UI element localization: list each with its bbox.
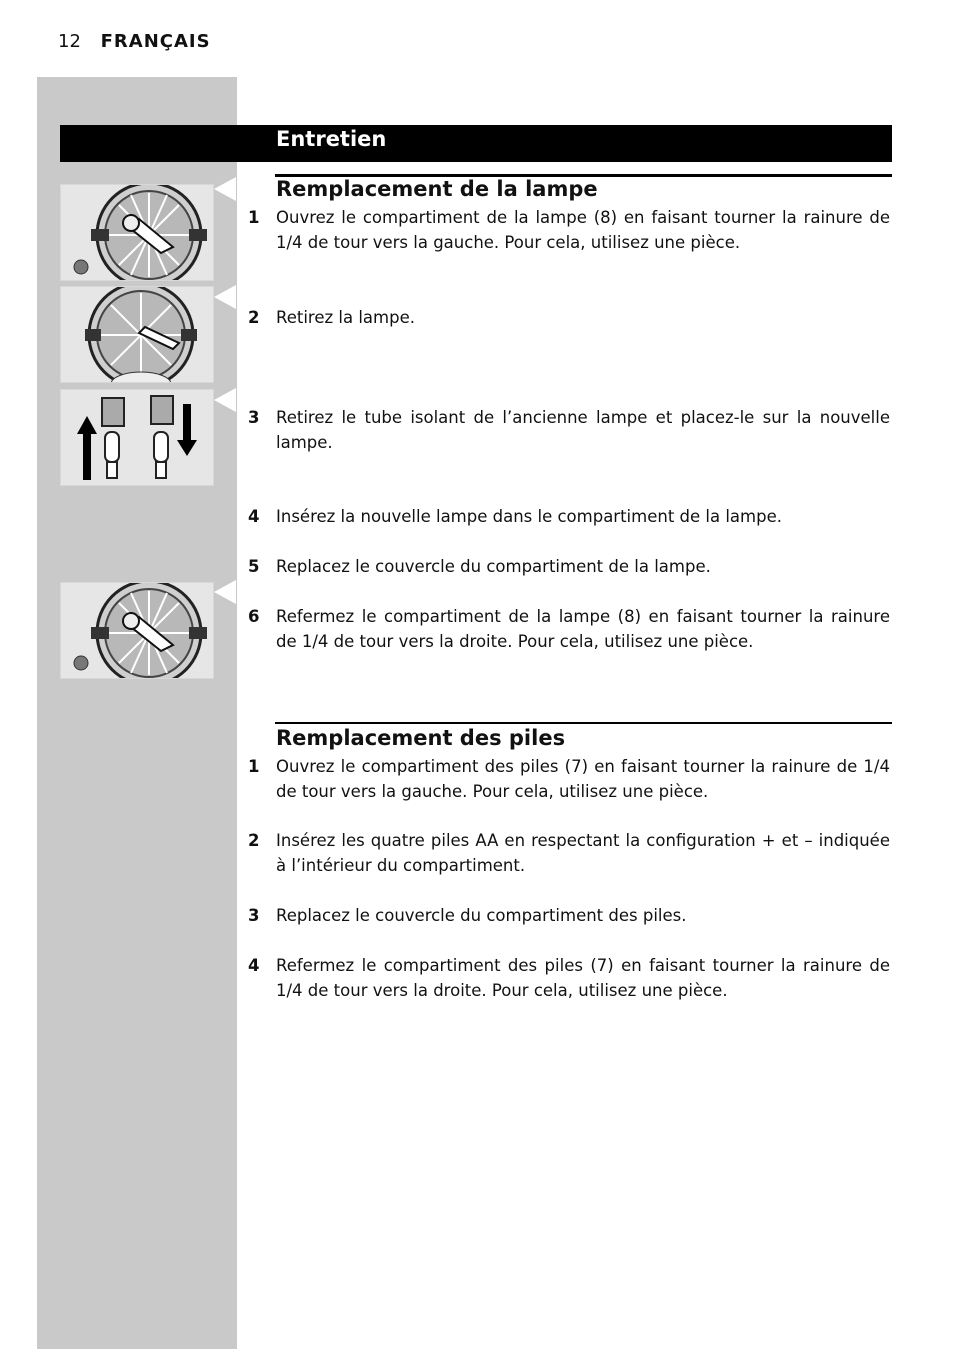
insulating-tube-swap-icon [61,390,214,486]
illustration-pointer [214,580,236,604]
step-number: 1 [248,757,260,776]
page-number: 12 [58,31,81,52]
battery-section-rule [275,722,892,724]
step-text: Refermez le compartiment des piles (7) en faisant tourner la rainure de 1/4 de tour vers la droite. Pour cela, utilisez une pièce. [276,956,890,1000]
step-number: 1 [248,208,260,227]
lamp-removal-icon [61,287,214,383]
step-text: Replacez le couvercle du compartiment des piles. [276,906,687,925]
language-label: FRANÇAIS [100,31,211,52]
lamp-section-title: Remplacement de la lampe [276,177,598,201]
section-title: Entretien [276,127,387,151]
step-number: 4 [248,507,260,526]
illustration-pointer [214,177,236,201]
step-text: Insérez les quatre piles AA en respectant la configuration + et – indiquée à l’intérieur du compartiment. [276,831,890,875]
insulating-tube-illustration [60,389,214,486]
step-number: 2 [248,831,260,850]
lamp-compartment-open-illustration [60,184,214,281]
step-text: Insérez la nouvelle lampe dans le compartiment de la lampe. [276,507,782,526]
step-number: 6 [248,607,260,626]
lamp-compartment-close-coin-icon [61,583,214,679]
page-header [58,31,211,52]
step-text: Refermez le compartiment de la lampe (8) en faisant tourner la rainure de 1/4 de tour vers la droite. Pour cela, utilisez une pièce. [276,607,890,651]
lamp-removal-illustration [60,286,214,383]
lamp-compartment-open-coin-icon [61,185,214,281]
battery-section-title: Remplacement des piles [276,726,566,750]
lamp-compartment-close-illustration [60,582,214,679]
step-text: Replacez le couvercle du compartiment de la lampe. [276,557,711,576]
section-title-bar [60,125,892,162]
step-text: Ouvrez le compartiment des piles (7) en faisant tourner la rainure de 1/4 de tour vers la gauche. Pour cela, utilisez une pièce. [276,757,890,801]
step-number: 2 [248,308,260,327]
step-text: Retirez le tube isolant de l’ancienne lampe et placez-le sur la nouvelle lampe. [276,408,890,452]
step-number: 3 [248,408,260,427]
step-text: Ouvrez le compartiment de la lampe (8) en faisant tourner la rainure de 1/4 de tour vers la gauche. Pour cela, utilisez une pièce. [276,208,890,252]
step-number: 4 [248,956,260,975]
illustration-pointer [214,285,236,309]
step-text: Retirez la lampe. [276,308,415,327]
step-number: 5 [248,557,260,576]
step-number: 3 [248,906,260,925]
illustration-pointer [214,388,236,412]
